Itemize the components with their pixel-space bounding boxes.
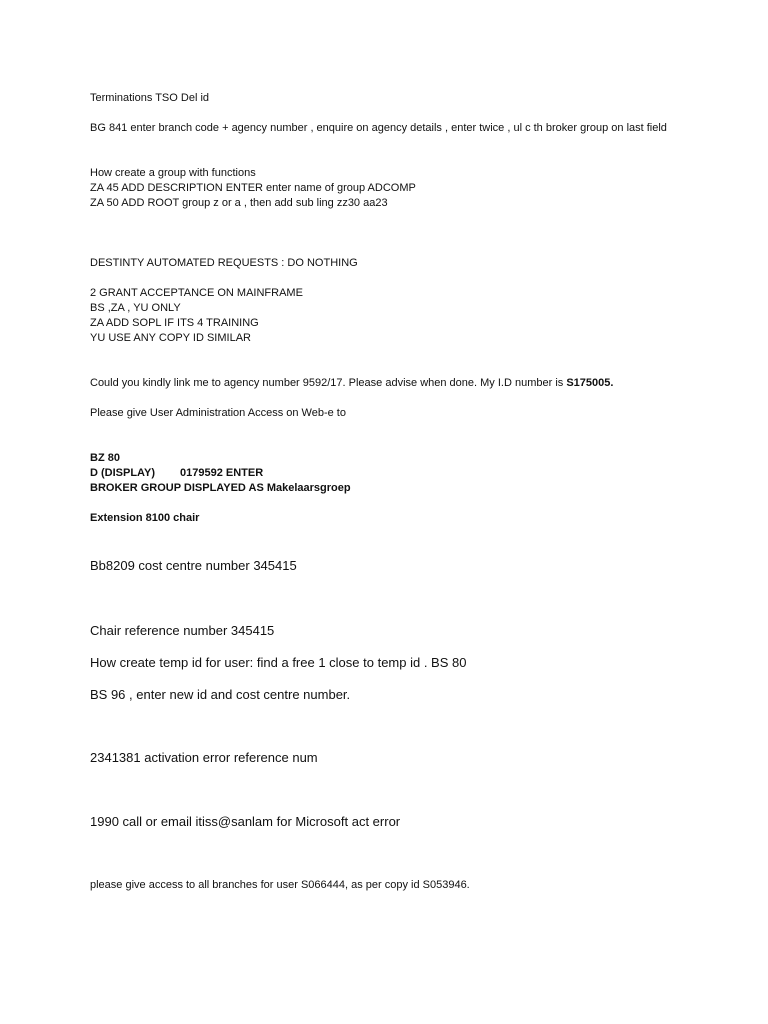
display-label: D (DISPLAY): [90, 467, 155, 479]
extension-note: Extension 8100 chair: [90, 512, 200, 524]
link-request: [90, 376, 613, 391]
bg841-instruction: BG 841 enter branch code + agency number , enquire on agency details , enter twice , ul c th broker group on last field: [90, 122, 667, 134]
bs-za-yu-note: BS ,ZA , YU ONLY: [90, 302, 181, 314]
cost-centre-note: Bb8209 cost centre number 345415: [90, 558, 297, 573]
temp-id-instruction: How create temp id for user: find a free 1 close to temp id . BS 80: [90, 655, 467, 670]
link-request-text: Could you kindly link me to agency number 9592/17. Please advise when done. My I.D number is: [90, 377, 567, 389]
id-number: S175005.: [566, 377, 614, 389]
broker-group-display: BROKER GROUP DISPLAYED AS Makelaarsgroep: [90, 482, 351, 494]
yu-copy-note: YU USE ANY COPY ID SIMILAR: [90, 332, 251, 344]
za45-instruction: ZA 45 ADD DESCRIPTION ENTER enter name of group ADCOMP: [90, 182, 416, 194]
za50-instruction: ZA 50 ADD ROOT group z or a , then add sub ling zz30 aa23: [90, 197, 388, 209]
microsoft-error: 1990 call or email itiss@sanlam for Microsoft act error: [90, 814, 401, 829]
group-heading: How create a group with functions: [90, 167, 256, 179]
bz80: BZ 80: [90, 452, 120, 464]
user-admin-request: Please give User Administration Access on Web-e to: [90, 407, 346, 419]
destinty-note: DESTINTY AUTOMATED REQUESTS : DO NOTHING: [90, 257, 358, 269]
branch-access-request: please give access to all branches for user S066444, as per copy id S053946.: [90, 879, 470, 891]
bs96-instruction: BS 96 , enter new id and cost centre number.: [90, 687, 351, 702]
za-sopl-note: ZA ADD SOPL IF ITS 4 TRAINING: [90, 317, 259, 329]
chair-reference: Chair reference number 345415: [90, 623, 275, 638]
doc-title: Terminations TSO Del id: [90, 92, 210, 104]
display-line: [90, 466, 263, 481]
activation-error: 2341381 activation error reference num: [90, 750, 318, 765]
grant-acceptance: 2 GRANT ACCEPTANCE ON MAINFRAME: [90, 287, 303, 299]
display-value: 0179592 ENTER: [180, 467, 264, 479]
